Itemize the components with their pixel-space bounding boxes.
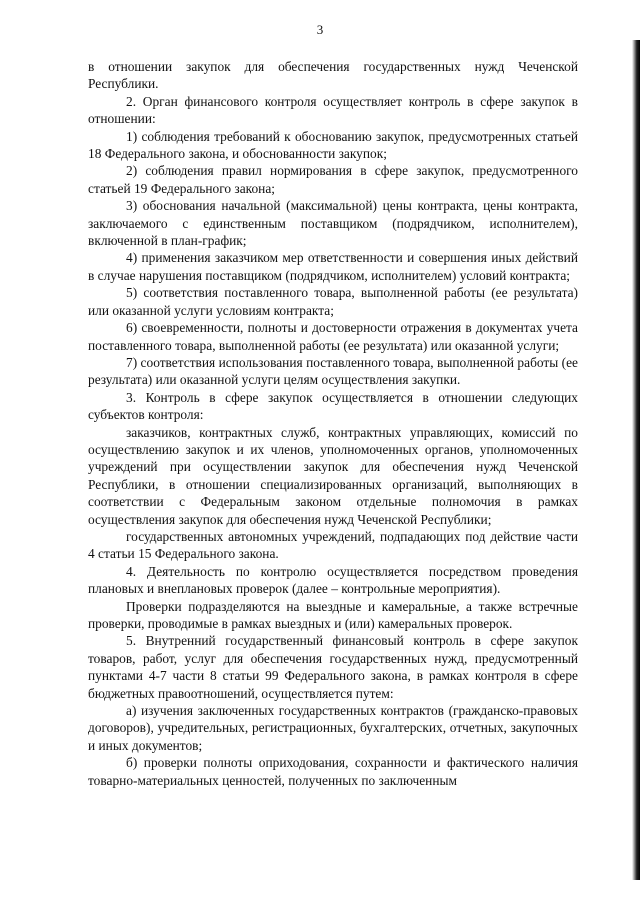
paragraph-3: 3. Контроль в сфере закупок осуществляется в отношении следующих субъектов контроля: bbox=[88, 389, 578, 423]
list-item-2-2: 2) соблюдения правил нормирования в сфере закупок, предусмотренного статьей 19 Федерального закона; bbox=[88, 163, 578, 196]
document-body bbox=[88, 58, 578, 789]
paragraph-5: 5. Внутренний государственный финансовый контроль в сфере закупок товаров, работ, услуг для обеспечения государственных нужд, предусмотренный пунктами 4-7 части 8 статьи 99 Федерального закона, в рамках контроля в сфере бюджетных правоотношений, осуществляется путем: bbox=[88, 633, 578, 701]
paragraph-3-autonomous: государственных автономных учреждений, подпадающих под действие части 4 статьи 15 Федерального закона. bbox=[88, 528, 578, 562]
list-item-2-5: 5) соответствия поставленного товара, выполненной работы (ее результата) или оказанной услуги условиям контракта; bbox=[88, 285, 578, 318]
list-item-5-b: б) проверки полноты оприходования, сохранности и фактического наличия товарно-материальных ценностей, полученных по заключенным bbox=[88, 755, 578, 788]
paragraph-3-subjects: заказчиков, контрактных служб, контрактных управляющих, комиссий по осуществлению закупок и их членов, уполномоченных органов, уполномоченных учреждений при осуществлении закупок для обеспечения нужд Чеченской Республики, в отношении специализированных организаций, выполняющих в соответствии с Федеральным законом отдельные полномочия в рамках осуществления закупок для обеспечения нужд Чеченской Республики; bbox=[88, 424, 578, 527]
list-item-2-6: 6) своевременности, полноты и достоверности отражения в документах учета поставленного товара, выполненной работы (ее результата) или оказанной услуги; bbox=[88, 320, 578, 353]
list-item-5-a: а) изучения заключенных государственных контрактов (гражданско-правовых договоров), учредительных, регистрационных, бухгалтерских, отчетных, закупочных и иных документов; bbox=[88, 703, 578, 753]
list-item-2-1: 1) соблюдения требований к обоснованию закупок, предусмотренных статьей 18 Федерального закона, и обоснованности закупок; bbox=[88, 128, 578, 162]
list-item-2-4: 4) применения заказчиком мер ответственности и совершения иных действий в случае нарушения поставщиком (подрядчиком, исполнителем) условий контракта; bbox=[88, 250, 578, 283]
list-item-2-3: 3) обоснования начальной (максимальной) цены контракта, цены контракта, заключаемого с единственным поставщиком (подрядчиком, исполнителем), включенной в план-график; bbox=[88, 198, 578, 249]
paragraph-2: 2. Орган финансового контроля осуществляет контроль в сфере закупок в отношении: bbox=[88, 93, 578, 127]
paragraph-intro: в отношении закупок для обеспечения государственных нужд Чеченской Республики. bbox=[88, 59, 578, 92]
list-item-2-7: 7) соответствия использования поставленного товара, выполненной работы (ее результата) или оказанной услуги целям осуществления закупки. bbox=[88, 354, 578, 388]
scan-edge-shadow bbox=[632, 40, 640, 880]
paragraph-4-checks: Проверки подразделяются на выездные и камеральные, а также встречные проверки, проводимые в рамках выездных и (или) камеральных проверок. bbox=[88, 598, 578, 631]
paragraph-4: 4. Деятельность по контролю осуществляется посредством проведения плановых и внеплановых проверок (далее – контрольные мероприятия). bbox=[88, 563, 578, 597]
page-number: 3 bbox=[316, 22, 324, 37]
